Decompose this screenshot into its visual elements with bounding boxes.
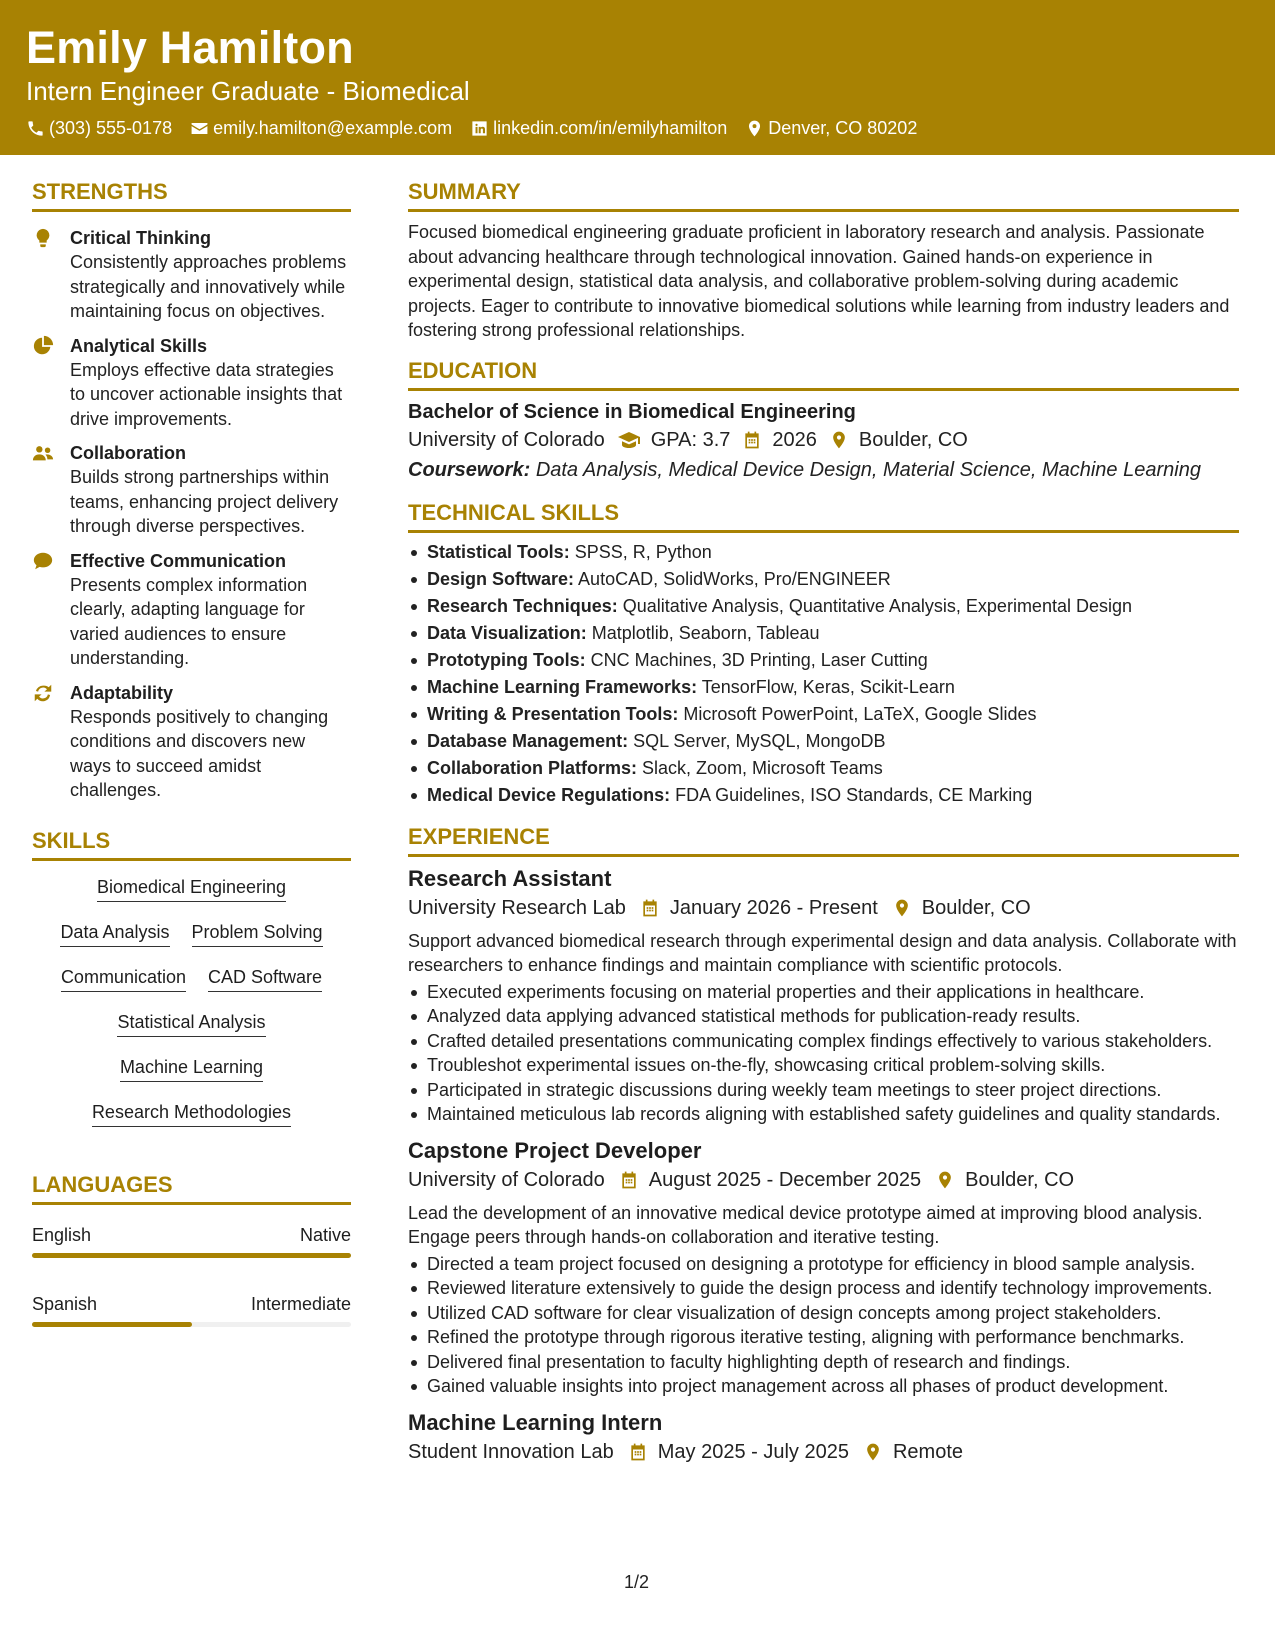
education-location: Boulder, CO bbox=[858, 428, 968, 451]
coursework bbox=[408, 455, 1239, 485]
skill-chip: Communication bbox=[61, 965, 186, 992]
list-item bbox=[408, 620, 1239, 647]
language-name: English bbox=[32, 1224, 92, 1245]
skill-chip: Problem Solving bbox=[192, 920, 323, 947]
list-item bbox=[408, 674, 1239, 701]
comment-icon bbox=[32, 550, 54, 572]
technical-skills-heading: TECHNICAL SKILLS bbox=[408, 499, 1239, 533]
education-heading: EDUCATION bbox=[408, 357, 1239, 391]
job-description: Support advanced biomedical research through experimental design and data analysis. Collaborate with researchers to enhance findings and maintain compliance with scientific protocols. bbox=[408, 930, 1237, 975]
users-icon bbox=[32, 442, 54, 464]
language-bar bbox=[32, 1322, 351, 1327]
strength-item bbox=[32, 441, 351, 539]
job-location: Remote bbox=[892, 1440, 963, 1463]
strength-desc: Presents complex information clearly, adapting language for varied audiences to ensure understanding. bbox=[70, 574, 308, 668]
job-location: Boulder, CO bbox=[965, 1168, 1075, 1191]
skill-label: Writing & Presentation Tools: bbox=[427, 703, 679, 724]
left-column bbox=[32, 178, 351, 1327]
calendar-icon bbox=[619, 1170, 639, 1190]
list-item: Maintained meticulous lab records aligning with established safety guidelines and quality standards. bbox=[408, 1102, 1239, 1127]
summary-text: Focused biomedical engineering graduate proficient in laboratory research and analysis. Passionate about advancing healthcare through technological innovation. Gained hands-on experience in experimental design, statistical data analysis, and collaborative problem-solving during academic projects. Eager to contribute to innovative biomedical solutions while learning from industry leaders and fostering strong professional relationships. bbox=[408, 222, 1230, 340]
job-bullets bbox=[408, 1252, 1239, 1399]
language-level: Native bbox=[299, 1224, 351, 1245]
map-pin-icon bbox=[745, 119, 764, 138]
graduation-cap-icon bbox=[617, 428, 641, 452]
language-bar bbox=[32, 1253, 351, 1258]
job-title: Research Assistant bbox=[408, 865, 612, 891]
list-item bbox=[408, 755, 1239, 782]
skill-label: Research Techniques: bbox=[427, 595, 618, 616]
strength-desc: Builds strong partnerships within teams, enhancing project delivery through diverse perspectives. bbox=[70, 467, 339, 536]
linkedin-text: linkedin.com/in/emilyhamilton bbox=[493, 118, 728, 138]
skill-value: Matplotlib, Seaborn, Tableau bbox=[591, 622, 820, 643]
job-bullets bbox=[408, 980, 1239, 1127]
list-item bbox=[408, 701, 1239, 728]
job-location: Boulder, CO bbox=[921, 896, 1031, 919]
phone-icon bbox=[26, 119, 45, 138]
strength-title: Analytical Skills bbox=[70, 335, 208, 356]
contact-phone[interactable] bbox=[26, 117, 172, 139]
list-item bbox=[408, 728, 1239, 755]
list-item: Analyzed data applying advanced statistical methods for publication-ready results. bbox=[408, 1004, 1239, 1029]
strength-item bbox=[32, 226, 351, 324]
list-item bbox=[408, 782, 1239, 809]
list-item: Crafted detailed presentations communicating complex findings effectively to various stakeholders. bbox=[408, 1029, 1239, 1054]
list-item: Utilized CAD software for clear visualization of design concepts among project stakeholders. bbox=[408, 1301, 1239, 1326]
school-name: University of Colorado bbox=[408, 428, 605, 451]
page-number: 1/2 bbox=[624, 1572, 650, 1592]
map-pin-icon bbox=[892, 898, 912, 918]
skill-chip: Data Analysis bbox=[60, 920, 169, 947]
coursework-list: Data Analysis, Medical Device Design, Material Science, Machine Learning bbox=[535, 458, 1201, 481]
degree-title: Bachelor of Science in Biomedical Engineering bbox=[408, 400, 856, 423]
strength-desc: Employs effective data strategies to uncover actionable insights that drive improvements. bbox=[70, 359, 343, 429]
skill-value: CNC Machines, 3D Printing, Laser Cutting bbox=[590, 649, 928, 670]
list-item: Reviewed literature extensively to guide the design process and identify technology improvements. bbox=[408, 1276, 1239, 1301]
skill-chip: CAD Software bbox=[208, 965, 322, 992]
language-item bbox=[32, 1292, 351, 1327]
list-item bbox=[408, 539, 1239, 566]
skill-label: Statistical Tools: bbox=[427, 541, 570, 562]
job-dates: August 2025 - December 2025 bbox=[648, 1168, 922, 1191]
list-item: Refined the prototype through rigorous iterative testing, aligning with performance benchmarks. bbox=[408, 1325, 1239, 1350]
job-title: Capstone Project Developer bbox=[408, 1137, 702, 1163]
list-item bbox=[408, 593, 1239, 620]
graduation-year: 2026 bbox=[772, 428, 817, 451]
calendar-icon bbox=[742, 430, 762, 450]
skill-label: Collaboration Platforms: bbox=[427, 757, 638, 778]
job-dates: January 2026 - Present bbox=[669, 896, 878, 919]
strength-title: Effective Communication bbox=[70, 550, 287, 571]
calendar-icon bbox=[628, 1442, 648, 1462]
lightbulb-icon bbox=[32, 227, 54, 249]
strength-desc: Responds positively to changing conditions and discovers new ways to succeed amidst challenges. bbox=[70, 706, 329, 800]
job-org: Student Innovation Lab bbox=[408, 1440, 614, 1463]
skill-label: Medical Device Regulations: bbox=[427, 784, 671, 805]
skill-label: Machine Learning Frameworks: bbox=[427, 676, 698, 697]
skill-value: Microsoft PowerPoint, LaTeX, Google Slides bbox=[683, 703, 1037, 724]
linkedin-icon bbox=[470, 119, 489, 138]
skill-value: FDA Guidelines, ISO Standards, CE Marking bbox=[675, 784, 1033, 805]
list-item: Participated in strategic discussions during weekly team meetings to steer project directions. bbox=[408, 1078, 1239, 1103]
strength-desc: Consistently approaches problems strategically and innovatively while maintaining focus on objectives. bbox=[70, 252, 347, 321]
skill-value: AutoCAD, SolidWorks, Pro/ENGINEER bbox=[578, 568, 891, 589]
job-description: Lead the development of an innovative medical device prototype aimed at improving blood analysis. Engage peers through hands-on collaboration and iterative testing. bbox=[408, 1202, 1203, 1247]
skill-chip: Biomedical Engineering bbox=[97, 875, 286, 902]
strength-title: Collaboration bbox=[70, 443, 186, 463]
skill-value: SPSS, R, Python bbox=[574, 541, 712, 562]
email-text: emily.hamilton@example.com bbox=[213, 118, 453, 138]
list-item bbox=[408, 647, 1239, 674]
technical-skills-list bbox=[408, 539, 1239, 809]
contact-email[interactable] bbox=[190, 117, 452, 139]
list-item: Troubleshot experimental issues on-the-fly, showcasing critical problem-solving skills. bbox=[408, 1053, 1239, 1078]
job-title: Machine Learning Intern bbox=[408, 1409, 663, 1435]
coursework-label: Coursework: bbox=[408, 458, 531, 481]
job-dates: May 2025 - July 2025 bbox=[657, 1440, 849, 1463]
job-meta bbox=[408, 1437, 1239, 1467]
strength-title: Critical Thinking bbox=[70, 228, 212, 248]
location-text: Denver, CO 80202 bbox=[768, 118, 918, 138]
list-item: Directed a team project focused on designing a prototype for efficiency in blood sample analysis. bbox=[408, 1252, 1239, 1277]
job-meta bbox=[408, 893, 1239, 923]
language-bar-fill bbox=[32, 1253, 351, 1258]
list-item bbox=[408, 566, 1239, 593]
language-name: Spanish bbox=[32, 1293, 98, 1314]
language-level: Intermediate bbox=[250, 1293, 351, 1314]
list-item: Executed experiments focusing on material properties and their applications in healthcare. bbox=[408, 980, 1239, 1005]
gpa-text: GPA: 3.7 bbox=[650, 428, 731, 451]
contact-location bbox=[745, 117, 917, 139]
candidate-name: Emily Hamilton bbox=[26, 22, 354, 73]
sync-icon bbox=[32, 682, 54, 704]
strengths-heading: STRENGTHS bbox=[32, 178, 351, 212]
summary-heading: SUMMARY bbox=[408, 178, 1239, 212]
list-item: Delivered final presentation to faculty highlighting depth of research and findings. bbox=[408, 1350, 1239, 1375]
strength-item bbox=[32, 334, 351, 432]
language-item bbox=[32, 1223, 351, 1258]
map-pin-icon bbox=[935, 1170, 955, 1190]
pie-chart-icon bbox=[32, 335, 54, 357]
map-pin-icon bbox=[829, 430, 849, 450]
strength-title: Adaptability bbox=[70, 682, 174, 703]
skill-value: TensorFlow, Keras, Scikit-Learn bbox=[701, 676, 955, 697]
candidate-title: Intern Engineer Graduate - Biomedical bbox=[26, 76, 470, 106]
skill-chip: Machine Learning bbox=[120, 1055, 263, 1082]
skill-value: SQL Server, MySQL, MongoDB bbox=[633, 730, 886, 751]
skill-value: Slack, Zoom, Microsoft Teams bbox=[642, 757, 883, 778]
languages-heading: LANGUAGES bbox=[32, 1171, 351, 1205]
list-item: Gained valuable insights into project management across all phases of product development. bbox=[408, 1374, 1239, 1399]
skill-label: Prototyping Tools: bbox=[427, 649, 586, 670]
skill-label: Database Management: bbox=[427, 730, 629, 751]
calendar-icon bbox=[640, 898, 660, 918]
envelope-icon bbox=[190, 119, 209, 138]
resume-header bbox=[0, 0, 1275, 155]
job-org: University of Colorado bbox=[408, 1168, 605, 1191]
skill-label: Design Software: bbox=[427, 568, 575, 589]
education-meta bbox=[408, 425, 1239, 455]
map-pin-icon bbox=[863, 1442, 883, 1462]
skill-chip: Statistical Analysis bbox=[117, 1010, 265, 1037]
contact-bar bbox=[26, 117, 1249, 139]
skill-label: Data Visualization: bbox=[427, 622, 587, 643]
skills-heading: SKILLS bbox=[32, 827, 351, 861]
skill-value: Qualitative Analysis, Quantitative Analysis, Experimental Design bbox=[622, 595, 1132, 616]
skill-chip: Research Methodologies bbox=[92, 1100, 291, 1127]
experience-heading: EXPERIENCE bbox=[408, 823, 1239, 857]
job-meta bbox=[408, 1165, 1239, 1195]
language-bar-fill bbox=[32, 1322, 192, 1327]
phone-text: (303) 555-0178 bbox=[49, 118, 173, 138]
strength-item bbox=[32, 549, 351, 671]
strength-item bbox=[32, 681, 351, 803]
right-column bbox=[408, 178, 1239, 1467]
contact-linkedin[interactable] bbox=[470, 117, 727, 139]
job-org: University Research Lab bbox=[408, 896, 626, 919]
skills-chips bbox=[32, 875, 351, 1127]
